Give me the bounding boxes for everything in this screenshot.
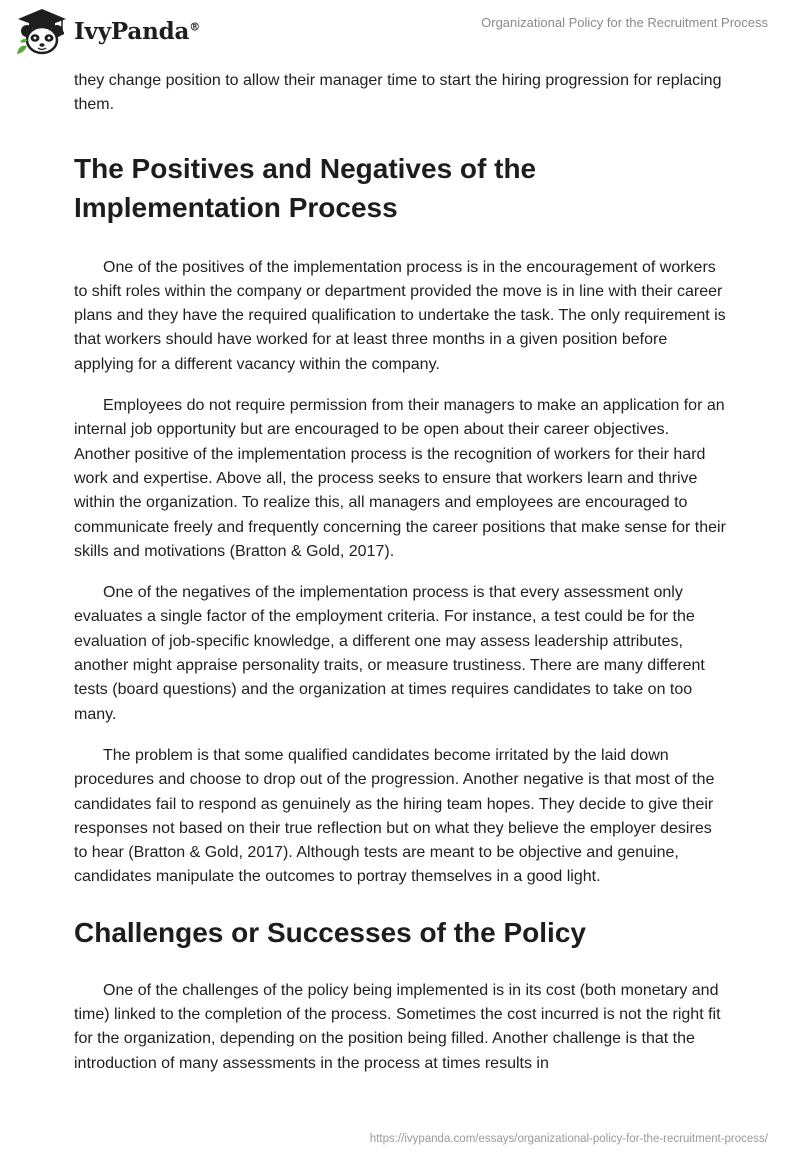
document-title: Organizational Policy for the Recruitment Process	[481, 15, 768, 30]
body-paragraph: One of the challenges of the policy being implemented is in its cost (both monetary and time) linked to the completion of the process. Sometimes the cost incurred is not the right fit for the organization, depending on the position being filled. Another challenge is that the introduction of many assessments in the process at times results in	[74, 981, 721, 1072]
body-paragraph: One of the negatives of the implementation process is that every assessment only evaluates a single factor of the employment criteria. For instance, a test could be for the evaluation of job-specific knowledge, a different one may assess leadership attributes, another might appraise personality traits, or measure trustiness. There are many different tests (board questions) and the organization at times requires candidates to take on too many.	[74, 584, 705, 723]
lead-paragraph: they change position to allow their manager time to start the hiring progression for replacing them.	[74, 72, 722, 114]
essay-content	[74, 69, 726, 1076]
body-paragraph: Employees do not require permission from their managers to make an application for an internal job opportunity but are encouraged to be open about their career objectives. Another positive of the implementation process is the recognition of workers for their hard work and expertise. Above all, the process seeks to ensure that workers learn and thrive within the organization. To realize this, all managers and employees are encouraged to communicate freely and frequently concerning the career positions that make sense for their skills and motivations (Bratton & Gold, 2017).	[74, 397, 726, 560]
section-heading-challenges-successes: Challenges or Successes of the Policy	[74, 916, 586, 948]
registered-mark: ®	[189, 19, 200, 33]
page-header	[0, 0, 800, 62]
body-paragraph: One of the positives of the implementation process is in the encouragement of workers to shift roles within the company or department provided the move is in line with their career plans and they have the required qualification to undertake the task. The only requirement is that workers should have worked for at least three months in a given position before applying for a different vacancy within the company.	[74, 258, 726, 373]
section-heading-positives-negatives: The Positives and Negatives of the Implementation Process	[74, 152, 537, 223]
ivypanda-logo[interactable]	[14, 6, 200, 56]
panda-graduate-icon	[14, 6, 70, 56]
source-url-link[interactable]: https://ivypanda.com/essays/organizational-policy-for-the-recruitment-process/	[369, 1133, 768, 1145]
brand-name: IvyPanda®	[74, 17, 200, 45]
body-paragraph: The problem is that some qualified candidates become irritated by the laid down procedures and choose to drop out of the progression. Another negative is that most of the candidates fail to respond as genuinely as the hiring team hopes. They decide to give their responses not based on their true reflection but on what they believe the employer desires to hear (Bratton & Gold, 2017). Although tests are meant to be objective and genuine, candidates manipulate the outcomes to portray themselves in a good light.	[74, 746, 715, 886]
